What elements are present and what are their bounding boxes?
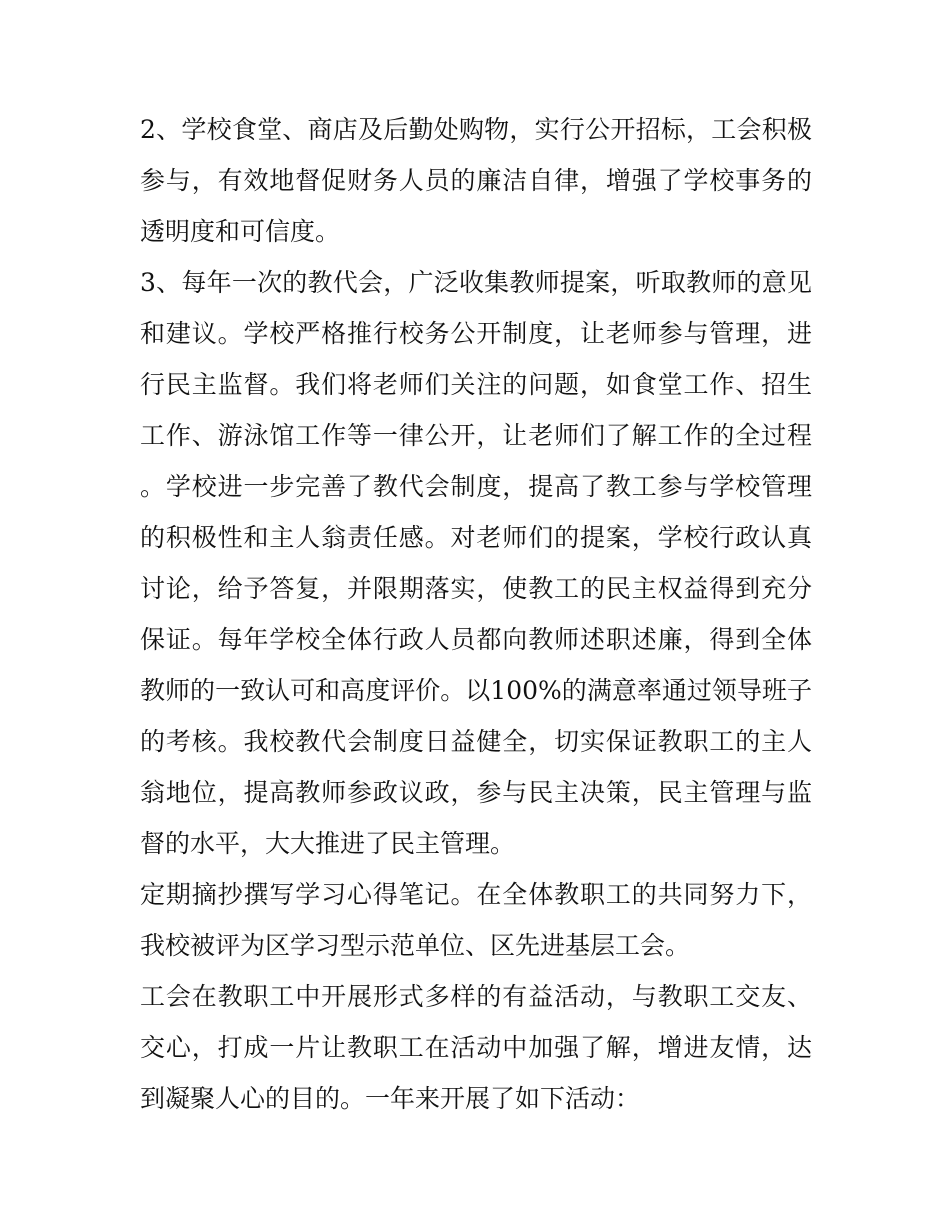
paragraph-cafeteria-procurement: 2、学校食堂、商店及后勤处购物，实行公开招标，工会积极参与，有效地督促财务人员的廉洁自律，增强了学校事务的透明度和可信度。 [140,115,812,246]
paragraph-staff-congress: 3、每年一次的教代会，广泛收集教师提案，听取教师的意见和建议。学校严格推行校务公开制度，让老师参与管理，进行民主监督。我们将老师们关注的问题，如食堂工作、招生工作、游泳馆工作等一律公开，让老师们了解工作的全过程。学校进一步完善了教代会制度，提高了教工参与学校管理的积极性和主人翁责任感。对老师们的提案，学校行政认真讨论，给予答复，并限期落实，使教工的民主权益得到充分保证。每年学校全体行政人员都向教师述职述廉，得到全体教师的一致认可和高度评价。以100%的满意率通过领导班子的考核。我校教代会制度日益健全，切实保证教职工的主人翁地位，提高教师参政议政，参与民主决策，民主管理与监督的水平，大大推进了民主管理。 [140,268,812,858]
paragraph-study-notes: 定期摘抄撰写学习心得笔记。在全体教职工的共同努力下，我校被评为区学习型示范单位、区先进基层工会。 [140,880,812,960]
document-body [140,104,812,1124]
paragraph-union-activities: 工会在教职工中开展形式多样的有益活动，与教职工交友、交心，打成一片让教职工在活动中加强了解，增进友情，达到凝聚人心的目的。一年来开展了如下活动： [140,982,812,1113]
